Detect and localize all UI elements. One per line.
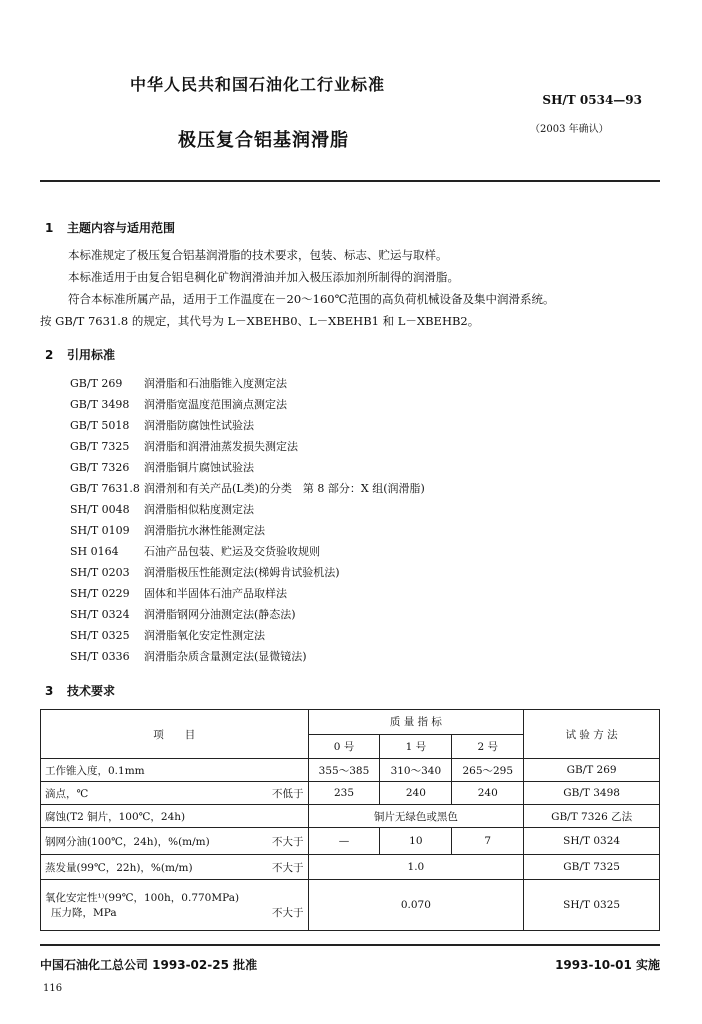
value-cell: — — [308, 828, 380, 855]
reference-item: SH/T 0109 润滑脂抗水淋性能测定法 — [70, 524, 265, 537]
merged-value-cell: 1.0 — [308, 855, 524, 880]
row-item: 腐蚀(T2 铜片，100℃，24h) — [41, 805, 309, 828]
reference-item: SH/T 0336 润滑脂杂质含量测定法(显微镜法) — [70, 650, 307, 663]
column-header-quality: 质 量 指 标 — [308, 710, 524, 735]
row-item: 蒸发量(99℃，22h)，%(m/m) 不大于 — [41, 855, 309, 880]
section-number: 1 — [45, 221, 54, 235]
method-cell: GB/T 7326 乙法 — [524, 805, 660, 828]
merged-value-cell: 0.070 — [308, 880, 524, 931]
standard-code: SH/T 0534—93 — [542, 93, 642, 107]
row-item: 工作锥入度，0.1mm — [41, 759, 309, 782]
section-1-heading — [45, 219, 175, 236]
reference-item: GB/T 7631.8 润滑剂和有关产品(L类)的分类 第 8 部分：X 组(润滑脂) — [70, 482, 425, 495]
column-header-item: 项 目 — [41, 710, 309, 759]
table-row — [41, 880, 660, 931]
value-cell: 240 — [380, 782, 452, 805]
reference-item: SH/T 0229 固体和半固体石油产品取样法 — [70, 587, 287, 600]
implementation-date: 1993-10-01 实施 — [555, 958, 660, 972]
table-row — [41, 828, 660, 855]
reference-item: SH/T 0325 润滑脂氧化安定性测定法 — [70, 629, 265, 642]
value-cell: 7 — [452, 828, 524, 855]
method-cell: GB/T 7325 — [524, 855, 660, 880]
method-cell: SH/T 0324 — [524, 828, 660, 855]
merged-value-cell: 铜片无绿色或黑色 — [308, 805, 524, 828]
approval-statement: 中国石油化工总公司 1993-02-25 批准 — [40, 958, 258, 972]
method-cell: GB/T 269 — [524, 759, 660, 782]
paragraph: 本标准适用于由复合铝皂稠化矿物润滑油并加入极压添加剂所制得的润滑脂。 — [68, 270, 459, 284]
column-header-grade: 1 号 — [380, 734, 452, 759]
column-header-method: 试 验 方 法 — [524, 710, 660, 759]
page-number: 116 — [43, 983, 63, 994]
footer-divider — [40, 944, 660, 946]
section-number: 3 — [45, 684, 54, 698]
section-title: 技术要求 — [67, 684, 116, 698]
section-title: 主题内容与适用范围 — [67, 221, 176, 235]
section-number: 2 — [45, 348, 54, 362]
paragraph: 符合本标准所属产品，适用于工作温度在－20～160℃范围的高负荷机械设备及集中润滑系统。 — [68, 292, 555, 306]
document-title: 极压复合铝基润滑脂 — [178, 130, 349, 151]
value-cell: 10 — [380, 828, 452, 855]
paragraph: 本标准规定了极压复合铝基润滑脂的技术要求，包装、标志、贮运与取样。 — [68, 248, 448, 262]
reference-item: GB/T 5018 润滑脂防腐蚀性试验法 — [70, 419, 254, 432]
value-cell: 240 — [452, 782, 524, 805]
table-row — [41, 805, 660, 828]
reference-item: SH/T 0324 润滑脂钢网分油测定法(静态法) — [70, 608, 296, 621]
reference-item: SH/T 0048 润滑脂相似粘度测定法 — [70, 503, 254, 516]
section-3-heading — [45, 682, 115, 699]
confirmed-note: （2003 年确认） — [530, 124, 609, 135]
row-item: 滴点，℃ 不低于 — [41, 782, 309, 805]
reference-item: SH/T 0203 润滑脂极压性能测定法(梯姆肯试验机法) — [70, 566, 340, 579]
table-row — [41, 759, 660, 782]
section-title: 引用标准 — [67, 348, 116, 362]
method-cell: GB/T 3498 — [524, 782, 660, 805]
method-cell: SH/T 0325 — [524, 880, 660, 931]
spec-table — [40, 709, 660, 931]
reference-item: GB/T 269 润滑脂和石油脂锥入度测定法 — [70, 377, 287, 390]
table-header-row — [41, 710, 660, 735]
reference-item: SH 0164 石油产品包装、贮运及交货验收规则 — [70, 545, 320, 558]
table-row — [41, 782, 660, 805]
value-cell: 310～340 — [380, 759, 452, 782]
row-item: 氧化安定性¹⁾(99℃，100h，0.770MPa) 压力降，MPa 不大于 — [41, 880, 309, 931]
reference-item: GB/T 7325 润滑脂和润滑油蒸发损失测定法 — [70, 440, 298, 453]
reference-item: GB/T 7326 润滑脂铜片腐蚀试验法 — [70, 461, 254, 474]
header-divider — [40, 180, 660, 182]
column-header-grade: 0 号 — [308, 734, 380, 759]
ministry-title: 中华人民共和国石油化工行业标准 — [130, 75, 386, 94]
value-cell: 355～385 — [308, 759, 380, 782]
table-row — [41, 855, 660, 880]
column-header-grade: 2 号 — [452, 734, 524, 759]
section-2-heading — [45, 346, 115, 363]
paragraph: 按 GB/T 7631.8 的规定，其代号为 L－XBEHB0、L－XBEHB1 和 L－XBEHB2。 — [40, 314, 480, 328]
reference-item: GB/T 3498 润滑脂宽温度范围滴点测定法 — [70, 398, 287, 411]
value-cell: 235 — [308, 782, 380, 805]
value-cell: 265～295 — [452, 759, 524, 782]
row-item: 钢网分油(100℃，24h)，%(m/m) 不大于 — [41, 828, 309, 855]
